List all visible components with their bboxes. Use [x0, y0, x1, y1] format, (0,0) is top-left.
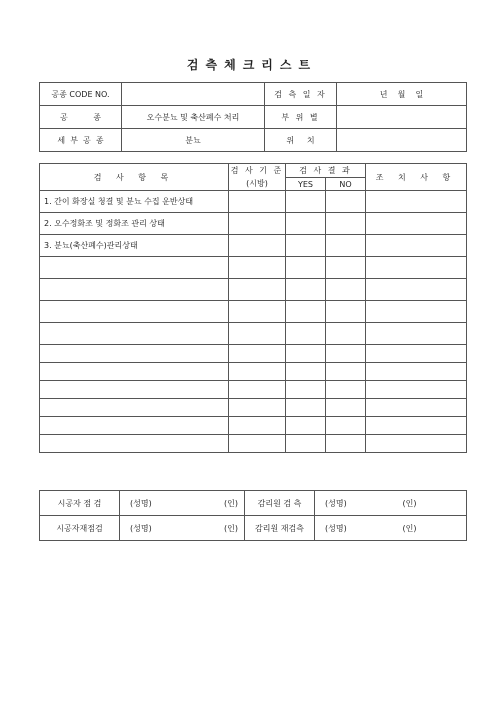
inspection-table	[39, 163, 467, 453]
work-label: 공 종	[40, 106, 122, 129]
code-label: 공종 CODE NO.	[40, 83, 122, 106]
no-cell	[326, 235, 366, 257]
item-cell	[40, 279, 229, 301]
action-cell	[366, 301, 467, 323]
subwork-value: 분뇨	[122, 129, 265, 152]
contractor-material-seal: (인)	[200, 516, 245, 541]
location-label: 위 치	[265, 129, 337, 152]
yes-cell	[286, 191, 326, 213]
standard-cell	[229, 381, 286, 399]
contractor-check-label: 시공자 점 검	[40, 491, 120, 516]
action-cell	[366, 417, 467, 435]
no-cell	[326, 213, 366, 235]
table-row	[40, 279, 467, 301]
yes-cell	[286, 323, 326, 345]
item-cell	[40, 301, 229, 323]
no-cell	[326, 301, 366, 323]
no-cell	[326, 435, 366, 453]
item-cell	[40, 257, 229, 279]
table-row	[40, 213, 467, 235]
table-row	[40, 323, 467, 345]
standard-cell	[229, 345, 286, 363]
col-result-header: 검 사 결 과	[286, 164, 366, 178]
contractor-check-name: (성명)	[120, 491, 200, 516]
supervisor-recheck-label: 감리원 재검측	[245, 516, 315, 541]
standard-cell	[229, 323, 286, 345]
header-table	[39, 82, 467, 152]
item-cell	[40, 417, 229, 435]
col-no-header: NO	[326, 178, 366, 191]
col-standard-header	[229, 164, 286, 191]
item-cell	[40, 435, 229, 453]
yes-cell	[286, 435, 326, 453]
document-title: 검측체크리스트	[186, 58, 318, 72]
col-standard-label: 검 사 기 준	[230, 166, 284, 175]
action-cell	[366, 381, 467, 399]
no-cell	[326, 363, 366, 381]
yes-cell	[286, 301, 326, 323]
item-cell	[40, 323, 229, 345]
standard-cell	[229, 257, 286, 279]
supervisor-check-name: (성명)	[315, 491, 395, 516]
supervisor-recheck-name: (성명)	[315, 516, 395, 541]
item-cell	[40, 345, 229, 363]
yes-cell	[286, 417, 326, 435]
yes-cell	[286, 257, 326, 279]
no-cell	[326, 417, 366, 435]
yes-cell	[286, 213, 326, 235]
yes-cell	[286, 279, 326, 301]
item-cell: 2. 오수정화조 및 정화조 관리 상태	[40, 213, 229, 235]
item-cell	[40, 363, 229, 381]
date-value: 년 월 일	[337, 83, 467, 106]
table-row	[40, 345, 467, 363]
table-row	[40, 257, 467, 279]
standard-cell	[229, 235, 286, 257]
standard-cell	[229, 435, 286, 453]
supervisor-recheck-seal: (인)	[395, 516, 467, 541]
standard-cell	[229, 279, 286, 301]
table-row	[40, 417, 467, 435]
standard-cell	[229, 399, 286, 417]
item-cell	[40, 399, 229, 417]
supervisor-check-label: 감리원 검 측	[245, 491, 315, 516]
signature-table	[39, 490, 467, 541]
no-cell	[326, 191, 366, 213]
location-value	[337, 129, 467, 152]
yes-cell	[286, 381, 326, 399]
col-action-header: 조 치 사 항	[366, 164, 467, 191]
contractor-material-name: (성명)	[120, 516, 200, 541]
no-cell	[326, 257, 366, 279]
item-cell: 3. 분뇨(축산폐수)관리상태	[40, 235, 229, 257]
table-row	[40, 399, 467, 417]
col-yes-header: YES	[286, 178, 326, 191]
no-cell	[326, 381, 366, 399]
no-cell	[326, 345, 366, 363]
action-cell	[366, 191, 467, 213]
standard-cell	[229, 213, 286, 235]
supervisor-check-seal: (인)	[395, 491, 467, 516]
table-row	[40, 191, 467, 213]
code-value	[122, 83, 265, 106]
work-value: 오수분뇨 및 축산폐수 처리	[122, 106, 265, 129]
col-item-header: 검 사 항 목	[40, 164, 229, 191]
standard-cell	[229, 301, 286, 323]
yes-cell	[286, 235, 326, 257]
standard-cell	[229, 363, 286, 381]
table-row	[40, 363, 467, 381]
action-cell	[366, 257, 467, 279]
table-row	[40, 301, 467, 323]
yes-cell	[286, 363, 326, 381]
part-value	[337, 106, 467, 129]
table-row	[40, 381, 467, 399]
action-cell	[366, 363, 467, 381]
table-row	[40, 435, 467, 453]
item-cell	[40, 381, 229, 399]
contractor-check-seal: (인)	[200, 491, 245, 516]
item-cell: 1. 간이 화장실 청결 및 분뇨 수집 운반상태	[40, 191, 229, 213]
action-cell	[366, 235, 467, 257]
no-cell	[326, 279, 366, 301]
subwork-label: 세 부 공 종	[40, 129, 122, 152]
action-cell	[366, 399, 467, 417]
contractor-material-label: 시공자재점검	[40, 516, 120, 541]
action-cell	[366, 213, 467, 235]
date-label: 검 측 일 자	[265, 83, 337, 106]
yes-cell	[286, 345, 326, 363]
table-row	[40, 235, 467, 257]
standard-cell	[229, 417, 286, 435]
col-standard-sub: (시방)	[246, 179, 268, 188]
action-cell	[366, 345, 467, 363]
standard-cell	[229, 191, 286, 213]
action-cell	[366, 323, 467, 345]
part-label: 부 위 별	[265, 106, 337, 129]
action-cell	[366, 279, 467, 301]
yes-cell	[286, 399, 326, 417]
no-cell	[326, 323, 366, 345]
action-cell	[366, 435, 467, 453]
no-cell	[326, 399, 366, 417]
